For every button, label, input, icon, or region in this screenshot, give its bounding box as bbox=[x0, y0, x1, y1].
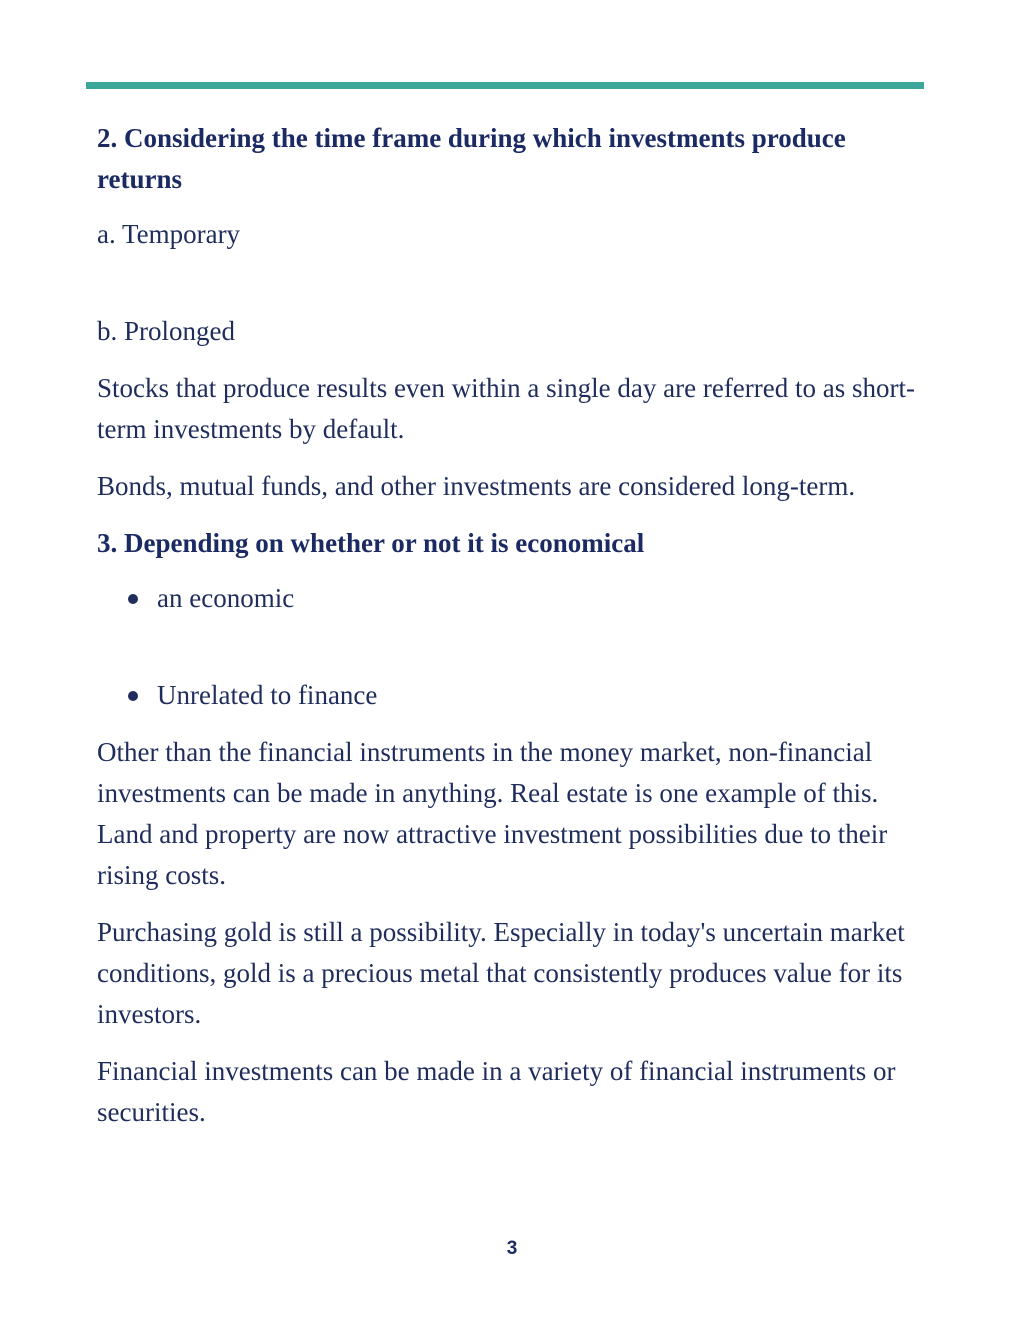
paragraph-non-financial: Other than the financial instruments in the money market, non-financial investments can be made in anything. Real estate is one example of this. Land and property are now attractive investment possibilities due to their rising costs. bbox=[97, 737, 888, 890]
page-content bbox=[97, 118, 927, 1149]
list-item-label: an economic bbox=[157, 583, 295, 613]
paragraph-financial: Financial investments can be made in a variety of financial instruments or securities. bbox=[97, 1056, 896, 1127]
section-2-heading: 2. Considering the time frame during which investments produce returns bbox=[97, 123, 846, 194]
option-b: b. Prolonged bbox=[97, 316, 235, 346]
paragraph-long-term: Bonds, mutual funds, and other investments are considered long-term. bbox=[97, 471, 856, 501]
paragraph-short-term: Stocks that produce results even within a single day are referred to as short-term investments by default. bbox=[97, 373, 915, 444]
page-number: 3 bbox=[506, 1238, 518, 1259]
list-item bbox=[97, 578, 927, 619]
section-3-heading: 3. Depending on whether or not it is economical bbox=[97, 528, 645, 558]
bullet-icon bbox=[128, 594, 138, 604]
bullet-icon bbox=[128, 691, 138, 701]
top-accent-rule bbox=[86, 82, 924, 89]
bullet-list bbox=[97, 578, 927, 716]
option-a: a. Temporary bbox=[97, 219, 241, 249]
list-item-label: Unrelated to finance bbox=[157, 680, 378, 710]
list-item bbox=[97, 675, 927, 716]
paragraph-gold: Purchasing gold is still a possibility. Especially in today's uncertain market conditions, gold is a precious metal that consistently produces value for its investors. bbox=[97, 917, 905, 1029]
